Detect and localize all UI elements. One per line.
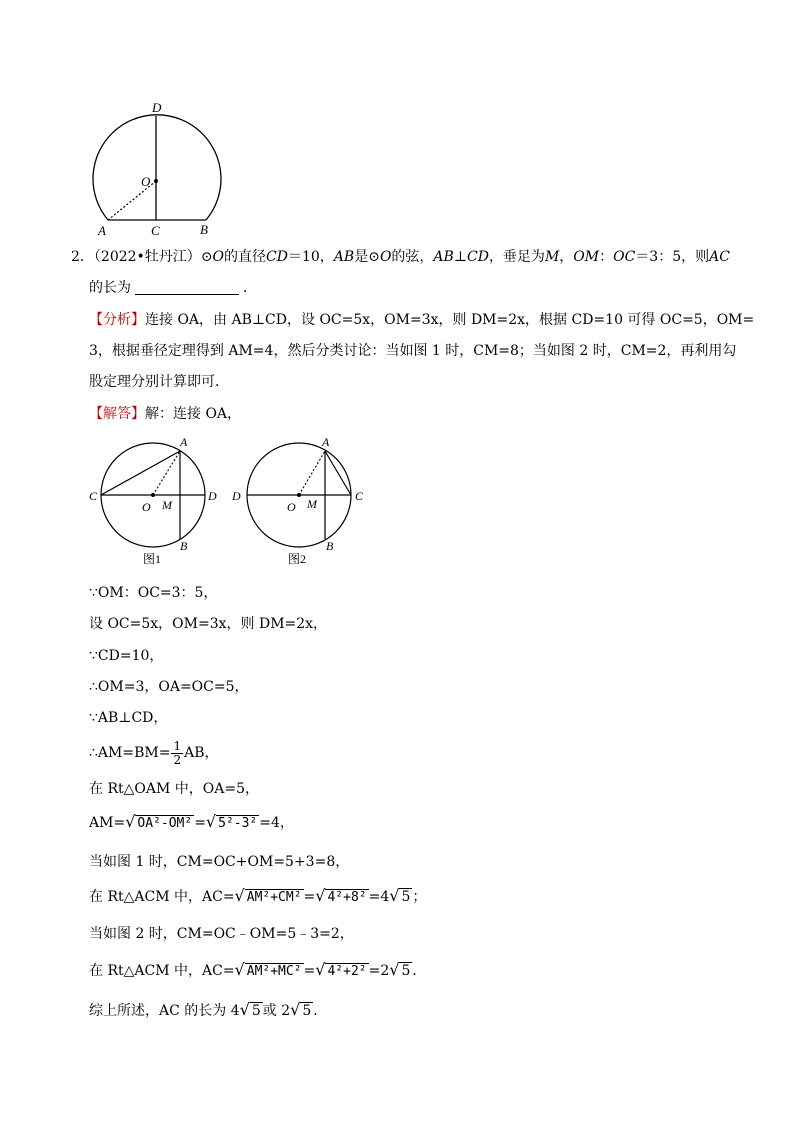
step-7: 在 Rt△OAM 中，OA=5， — [89, 781, 259, 797]
analysis-tag: 【分析】 — [89, 312, 145, 328]
label-c-1: C — [89, 489, 98, 503]
label-o-1: O — [142, 500, 151, 514]
label-a: A — [98, 223, 106, 238]
figure-2 — [230, 432, 375, 567]
label-o: O — [141, 174, 151, 189]
step-3: ∵CD=10， — [89, 648, 164, 664]
step-9: 当如图 1 时，CM=OC+OM=5+3=8， — [89, 854, 350, 870]
problem-line-1: 2．（2022•牡丹江）⊙O的直径CD＝10，AB是⊙O的弦，AB⊥CD，垂足为M，OM：OC＝3：5，则AC — [71, 249, 730, 265]
segment-ca-1 — [101, 451, 180, 495]
label-b-1: B — [180, 539, 188, 553]
segment-oa-1 — [153, 451, 180, 495]
analysis-line-1: 【分析】连接 OA，由 AB⊥CD，设 OC=5x，OM=3x，则 DM=2x，根据 CD=10 可得 OC=5，OM= — [89, 312, 755, 328]
segment-ac-2 — [325, 451, 351, 495]
label-d: D — [152, 100, 162, 115]
step-10: 在 Rt△ACM 中，AC=√ AM²+CM² =√ 4²+8² =4√ 5 ； — [89, 886, 427, 905]
center-point-2 — [297, 493, 301, 497]
step-11: 当如图 2 时，CM=OC﹣OM=5﹣3=2， — [89, 926, 354, 942]
step-4: ∴OM=3，OA=OC=5， — [89, 679, 249, 695]
caption-2: 图2 — [288, 552, 307, 566]
step-8: AM=√ OA²-OM² =√ 5²-3² =4， — [89, 812, 294, 831]
label-a-1: A — [180, 435, 188, 449]
segment-oa-2 — [299, 451, 325, 495]
answer-tag: 【解答】 — [89, 406, 145, 422]
answer-blank — [135, 280, 239, 295]
label-d-1: D — [208, 489, 217, 503]
figure-1 — [88, 432, 228, 567]
problem-line-2: 的长为 ． — [89, 280, 257, 296]
label-c-2: C — [355, 489, 364, 503]
step-5: ∵AB⊥CD， — [89, 710, 168, 726]
label-a-2: A — [322, 435, 330, 449]
label-m-1: M — [162, 498, 172, 512]
step-13: 综上所述，AC 的长为 4√ 5 或 2√ 5 ． — [89, 1000, 328, 1019]
step-6: ∴AM=BM= $\frac{1}{2}$ AB， — [89, 738, 219, 767]
label-m-2: M — [307, 497, 317, 511]
answer-line: 【解答】解：连接 OA， — [89, 406, 242, 422]
caption-1: 图1 — [143, 552, 162, 566]
center-point-1 — [151, 493, 155, 497]
label-b: B — [200, 222, 208, 237]
label-o-2: O — [287, 500, 296, 514]
center-point — [154, 179, 158, 183]
step-1: ∵OM：OC=3：5， — [89, 585, 218, 601]
fraction-half: $\frac{1}{2}$ — [173, 738, 182, 767]
label-c: C — [151, 223, 160, 238]
label-d-2: D — [232, 489, 241, 503]
analysis-line-3: 股定理分别计算即可． — [89, 374, 229, 390]
analysis-line-2: 3，根据垂径定理得到 AM=4，然后分类讨论：当如图 1 时，CM=8；当如图 2 时，CM=2，再利用勾 — [89, 343, 737, 359]
figure-top — [80, 96, 230, 241]
circle-arc — [93, 115, 221, 220]
step-12: 在 Rt△ACM 中，AC=√ AM²+MC² =√ 4²+2² =2√ 5 ． — [89, 960, 427, 979]
label-b-2: B — [326, 539, 334, 553]
step-2: 设 OC=5x，OM=3x，则 DM=2x， — [89, 616, 328, 632]
